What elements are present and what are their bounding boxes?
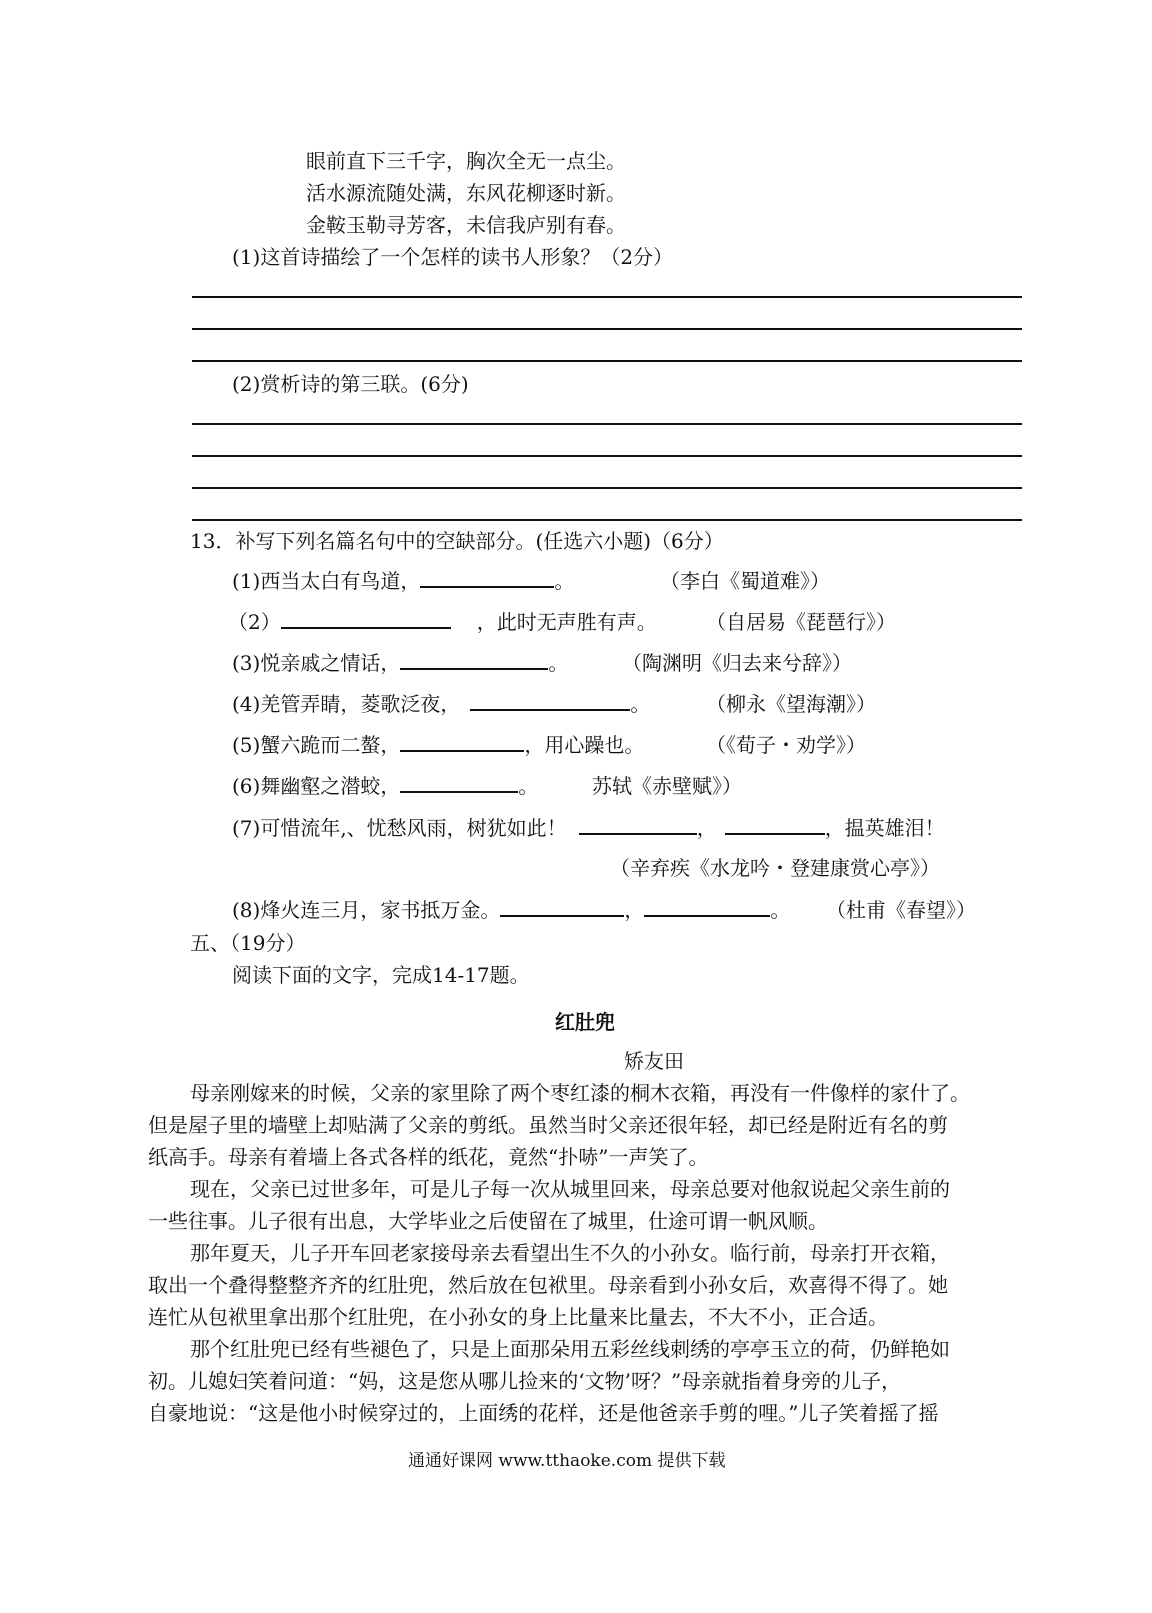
q13-item-8 — [232, 897, 790, 923]
q13-item-3-source: （陶渊明《归去来兮辞》） — [622, 651, 852, 675]
q13-item-1 — [232, 568, 574, 594]
fill-blank[interactable] — [420, 568, 554, 588]
item-suffix: ，揾英雄泪！ — [824, 816, 945, 840]
item-prefix: (6)舞幽壑之潜蛟， — [232, 774, 401, 798]
q13-item-6-source: 苏轼《赤壁赋》） — [592, 774, 742, 798]
answer-line[interactable] — [192, 455, 1022, 457]
q13-item-4 — [232, 691, 650, 717]
item-suffix: 。 — [554, 569, 575, 593]
answer-line[interactable] — [192, 296, 1022, 298]
item-suffix: ，此时无声胜有声。 — [476, 610, 657, 634]
article-line: 一些往事。儿子很有出息，大学毕业之后使留在了城里，仕途可谓一帆风顺。 — [148, 1209, 828, 1233]
q13-item-3 — [232, 650, 568, 676]
q13-item-1-source: （李白《蜀道难》） — [660, 569, 830, 593]
fill-blank[interactable] — [400, 732, 524, 752]
q13-item-5-source: （《荀子・劝学》） — [706, 733, 866, 757]
answer-line[interactable] — [192, 328, 1022, 330]
q13-item-4-source: （柳永《望海潮》） — [706, 692, 876, 716]
q13-item-2 — [228, 609, 657, 635]
article-line: 自豪地说：“这是他小时候穿过的，上面绣的花样，还是他爸亲手剪的哩。”儿子笑着摇了摇 — [148, 1401, 939, 1425]
fill-blank[interactable] — [470, 691, 630, 711]
section-header: 五、（19分） — [190, 931, 306, 955]
q13-item-7-source: （辛弃疾《水龙吟・登建康赏心亭》） — [610, 856, 940, 880]
item-prefix: (4)羌管弄睛，菱歌泛夜， — [232, 692, 461, 716]
article-line: 现在，父亲已过世多年，可是儿子每一次从城里回来，母亲总要对他叙说起父亲生前的 — [190, 1177, 950, 1201]
article-line: 但是屋子里的墙壁上却贴满了父亲的剪纸。虽然当时父亲还很年轻，却已经是附近有名的剪 — [148, 1113, 948, 1137]
item-prefix: （2） — [228, 610, 281, 634]
item-suffix: 。 — [518, 774, 539, 798]
article-line: 母亲刚嫁来的时候，父亲的家里除了两个枣红漆的桐木衣箱，再没有一件像样的家什了。 — [190, 1081, 970, 1105]
fill-blank[interactable] — [644, 897, 770, 917]
article-line: 连忙从包袱里拿出那个红肚兜，在小孙女的身上比量来比量去，不大不小，正合适。 — [148, 1305, 888, 1329]
q12-sub1-prompt: (1)这首诗描绘了一个怎样的读书人形象？（2分） — [232, 245, 674, 269]
q12-sub2-prompt: (2)赏析诗的第三联。(6分) — [232, 372, 469, 396]
poem-line-1: 眼前直下三千字，胸次全无一点尘。 — [306, 149, 626, 173]
poem-line-3: 金鞍玉勒寻芳客，未信我庐别有春。 — [306, 213, 626, 237]
q13-item-8-source: （杜甫《春望》） — [826, 898, 976, 922]
item-prefix: (1)西当太白有鸟道， — [232, 569, 421, 593]
item-prefix: (3)悦亲戚之情话， — [232, 651, 401, 675]
article-line: 取出一个叠得整整齐齐的红肚兜，然后放在包袱里。母亲看到小孙女后，欢喜得不得了。她 — [148, 1273, 948, 1297]
q13-item-7 — [232, 815, 945, 841]
article-title: 红肚兜 — [555, 1010, 615, 1034]
answer-line[interactable] — [192, 487, 1022, 489]
article-line: 那年夏天，儿子开车回老家接母亲去看望出生不久的小孙女。临行前，母亲打开衣箱， — [190, 1241, 950, 1265]
item-prefix: (7)可惜流年,、忧愁风雨，树犹如此！ — [232, 816, 567, 840]
item-mid: ， — [696, 816, 717, 840]
item-suffix: 。 — [770, 898, 791, 922]
article-line: 纸高手。母亲有着墙上各式各样的纸花，竟然“扑哧”一声笑了。 — [148, 1145, 709, 1169]
fill-blank[interactable] — [400, 650, 548, 670]
section-instruction: 阅读下面的文字，完成14-17题。 — [232, 963, 530, 987]
fill-blank[interactable] — [579, 815, 697, 835]
fill-blank[interactable] — [281, 609, 451, 629]
article-line: 初。儿媳妇笑着问道：“妈，这是您从哪儿捡来的‘文物’呀？”母亲就指着身旁的儿子， — [148, 1369, 902, 1393]
article-author: 矫友田 — [624, 1049, 684, 1073]
q13-item-5 — [232, 732, 644, 758]
fill-blank[interactable] — [500, 897, 624, 917]
article-line: 那个红肚兜已经有些褪色了，只是上面那朵用五彩丝线刺绣的亭亭玉立的荷，仍鲜艳如 — [190, 1337, 950, 1361]
q13-item-6 — [232, 773, 538, 799]
item-prefix: (8)烽火连三月，家书抵万金。 — [232, 898, 501, 922]
item-prefix: (5)蟹六跪而二螯， — [232, 733, 401, 757]
item-mid: ， — [624, 898, 645, 922]
answer-line[interactable] — [192, 423, 1022, 425]
fill-blank[interactable] — [400, 773, 518, 793]
page-footer: 通通好课网 www.tthaoke.com 提供下载 — [408, 1451, 726, 1471]
answer-line[interactable] — [192, 519, 1022, 521]
item-suffix: 。 — [630, 692, 651, 716]
q13-item-2-source: （自居易《琵琶行》） — [706, 610, 896, 634]
answer-line[interactable] — [192, 360, 1022, 362]
poem-line-2: 活水源流随处满，东风花柳逐时新。 — [306, 181, 626, 205]
fill-blank[interactable] — [725, 815, 825, 835]
q13-header: 13．补写下列名篇名句中的空缺部分。(任选六小题)（6分） — [190, 529, 724, 553]
item-suffix: ，用心躁也。 — [524, 733, 645, 757]
item-suffix: 。 — [548, 651, 569, 675]
